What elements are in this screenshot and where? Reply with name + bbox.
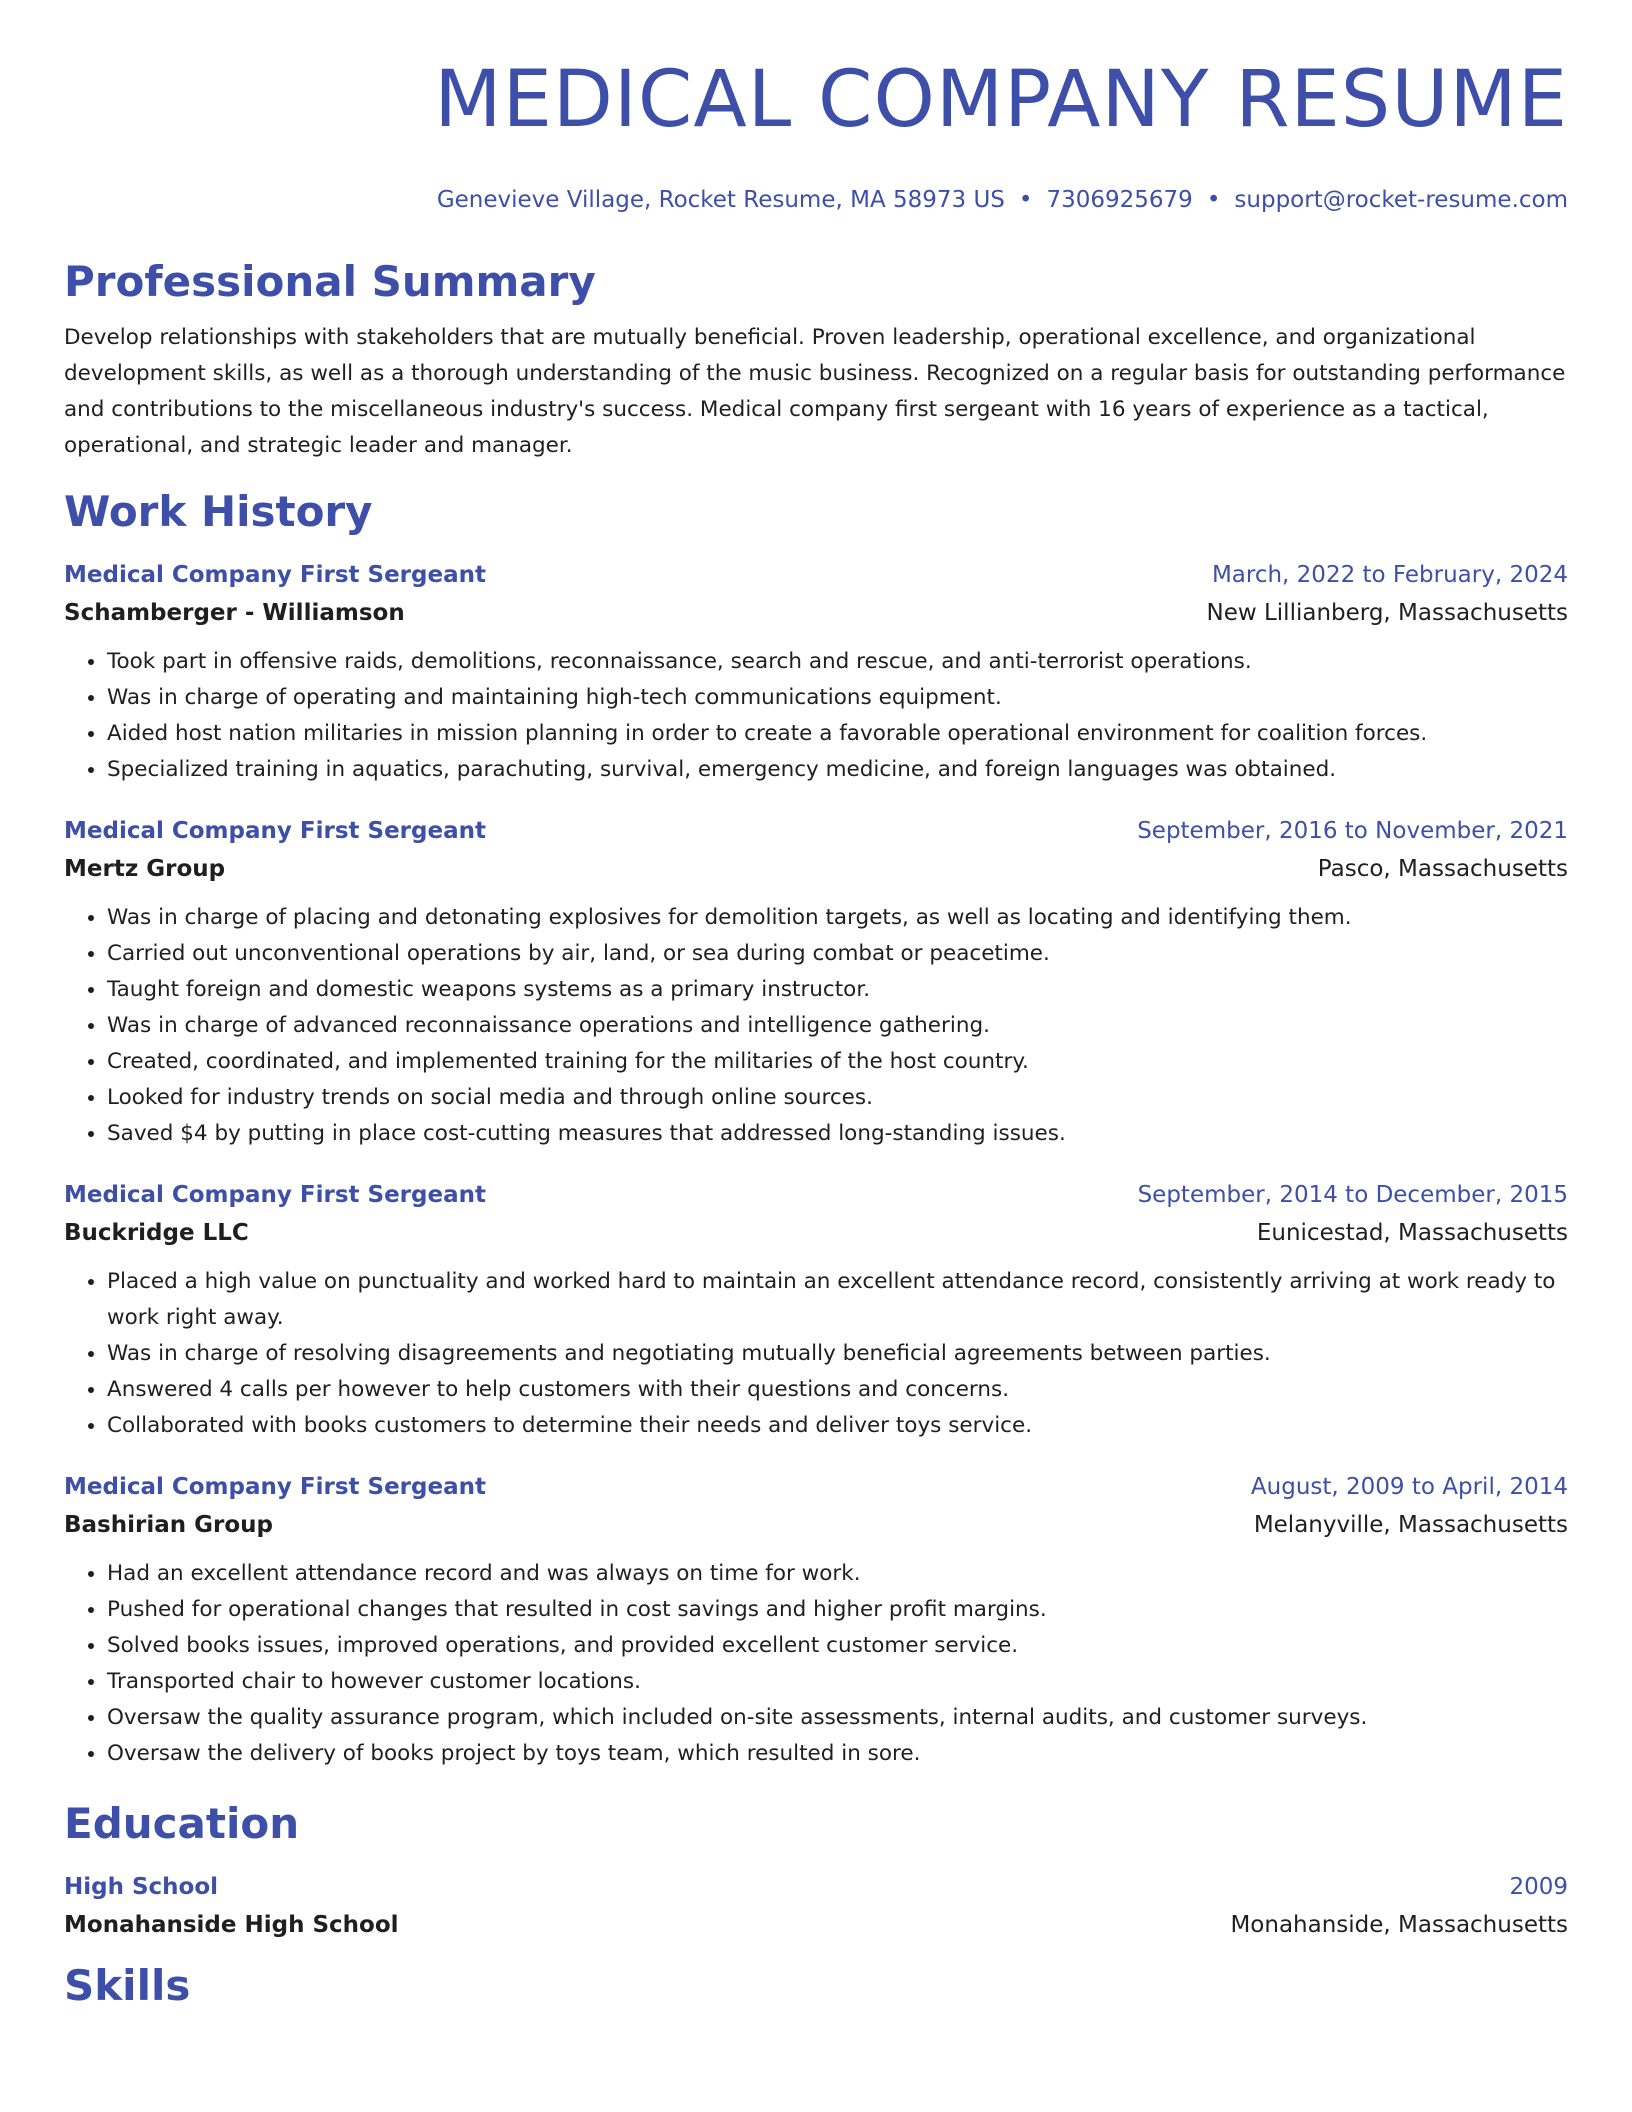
job-bullet: • Oversaw the delivery of books project by toys team, which resulted in sore.: [107, 1736, 1568, 1772]
job-bullet: • Was in charge of operating and maintaining high-tech communications equipment.: [107, 680, 1568, 716]
job-dates: September, 2014 to December, 2015: [1137, 1182, 1568, 1208]
job-bullets: [64, 1556, 1568, 1772]
job-bullet: • Collaborated with books customers to determine their needs and deliver toys service.: [107, 1408, 1568, 1444]
job-bullet: • Transported chair to however customer locations.: [107, 1664, 1568, 1700]
summary-heading: Professional Summary: [64, 257, 596, 306]
skills-heading: Skills: [64, 1961, 191, 2010]
job-header-row: [64, 1468, 1568, 1506]
job-bullet: • Took part in offensive raids, demolitions, reconnaissance, search and rescue, and anti-terrorist operations.: [107, 644, 1568, 680]
education-school: Monahanside High School: [64, 1912, 399, 1938]
job-bullet: • Answered 4 calls per however to help customers with their questions and concerns.: [107, 1372, 1568, 1408]
job-entry: [64, 1468, 1568, 1772]
job-entry: [64, 1176, 1568, 1444]
job-company-row: [64, 1506, 1568, 1544]
job-company: Schamberger - Williamson: [64, 600, 405, 626]
job-company: Buckridge LLC: [64, 1220, 249, 1246]
job-company: Bashirian Group: [64, 1512, 273, 1538]
job-bullet: • Looked for industry trends on social media and through online sources.: [107, 1080, 1568, 1116]
job-bullet: • Oversaw the quality assurance program, which included on-site assessments, internal audits, and customer surveys.: [107, 1700, 1568, 1736]
job-bullet: • Carried out unconventional operations by air, land, or sea during combat or peacetime.: [107, 936, 1568, 972]
resume-title: MEDICAL COMPANY RESUME: [434, 55, 1568, 145]
job-header-row: [64, 812, 1568, 850]
contact-separator: •: [1018, 187, 1033, 213]
education-school-row: [64, 1906, 1568, 1944]
contact-phone: 7306925679: [1046, 187, 1193, 213]
job-bullets: [64, 900, 1568, 1152]
job-bullet: • Was in charge of resolving disagreements and negotiating mutually beneficial agreements between parties.: [107, 1336, 1568, 1372]
job-company-row: [64, 594, 1568, 632]
job-role: Medical Company First Sergeant: [64, 1182, 486, 1208]
job-dates: August, 2009 to April, 2014: [1250, 1474, 1568, 1500]
job-bullet: • Aided host nation militaries in mission planning in order to create a favorable operational environment for coalition forces.: [107, 716, 1568, 752]
work-history-heading: Work History: [64, 487, 373, 536]
job-bullet: • Pushed for operational changes that resulted in cost savings and higher profit margins.: [107, 1592, 1568, 1628]
job-location: New Lillianberg, Massachusetts: [1206, 600, 1568, 626]
job-header-row: [64, 1176, 1568, 1214]
education-degree: High School: [64, 1874, 219, 1900]
job-role: Medical Company First Sergeant: [64, 1474, 486, 1500]
job-bullet: • Had an excellent attendance record and was always on time for work.: [107, 1556, 1568, 1592]
job-role: Medical Company First Sergeant: [64, 818, 486, 844]
summary-text: Develop relationships with stakeholders that are mutually beneficial. Proven leadership, operational excellence, and organizational development skills, as well as a thorough understanding of the music business. Recognized on a regular basis for outstanding performance and contributions to the miscellaneous industry's success. Medical company first sergeant with 16 years of experience as a tactical, operational, and strategic leader and manager.: [64, 325, 1566, 458]
education-heading: Education: [64, 1799, 300, 1848]
education-header-row: [64, 1868, 1568, 1906]
job-bullet: • Specialized training in aquatics, parachuting, survival, emergency medicine, and foreign languages was obtained.: [107, 752, 1568, 788]
contact-address: Genevieve Village, Rocket Resume, MA 58973 US: [436, 187, 1005, 213]
job-bullet: • Created, coordinated, and implemented training for the militaries of the host country.: [107, 1044, 1568, 1080]
job-bullet: • Was in charge of advanced reconnaissance operations and intelligence gathering.: [107, 1008, 1568, 1044]
job-company-row: [64, 1214, 1568, 1252]
job-bullet: • Saved $4 by putting in place cost-cutting measures that addressed long-standing issues.: [107, 1116, 1568, 1152]
job-location: Pasco, Massachusetts: [1317, 856, 1568, 882]
job-bullet: • Taught foreign and domestic weapons systems as a primary instructor.: [107, 972, 1568, 1008]
job-bullets: [64, 644, 1568, 788]
education-entry: [64, 1868, 1568, 1944]
contact-separator: •: [1206, 187, 1221, 213]
job-bullet: • Placed a high value on punctuality and worked hard to maintain an excellent attendance record, consistently arriving at work ready to work right away.: [107, 1264, 1568, 1336]
job-entry: [64, 812, 1568, 1152]
job-bullets: [64, 1264, 1568, 1444]
education-location: Monahanside, Massachusetts: [1230, 1912, 1568, 1938]
job-entry: [64, 556, 1568, 788]
contact-line: [64, 184, 1568, 216]
job-dates: March, 2022 to February, 2024: [1211, 562, 1568, 588]
job-header-row: [64, 556, 1568, 594]
job-location: Eunicestad, Massachusetts: [1256, 1220, 1568, 1246]
education-year: 2009: [1509, 1874, 1568, 1900]
job-bullet: • Was in charge of placing and detonating explosives for demolition targets, as well as locating and identifying them.: [107, 900, 1568, 936]
job-company-row: [64, 850, 1568, 888]
job-bullet: • Solved books issues, improved operations, and provided excellent customer service.: [107, 1628, 1568, 1664]
job-role: Medical Company First Sergeant: [64, 562, 486, 588]
job-dates: September, 2016 to November, 2021: [1137, 818, 1568, 844]
job-company: Mertz Group: [64, 856, 226, 882]
job-location: Melanyville, Massachusetts: [1253, 1512, 1568, 1538]
contact-email: support@rocket-resume.com: [1234, 187, 1568, 213]
